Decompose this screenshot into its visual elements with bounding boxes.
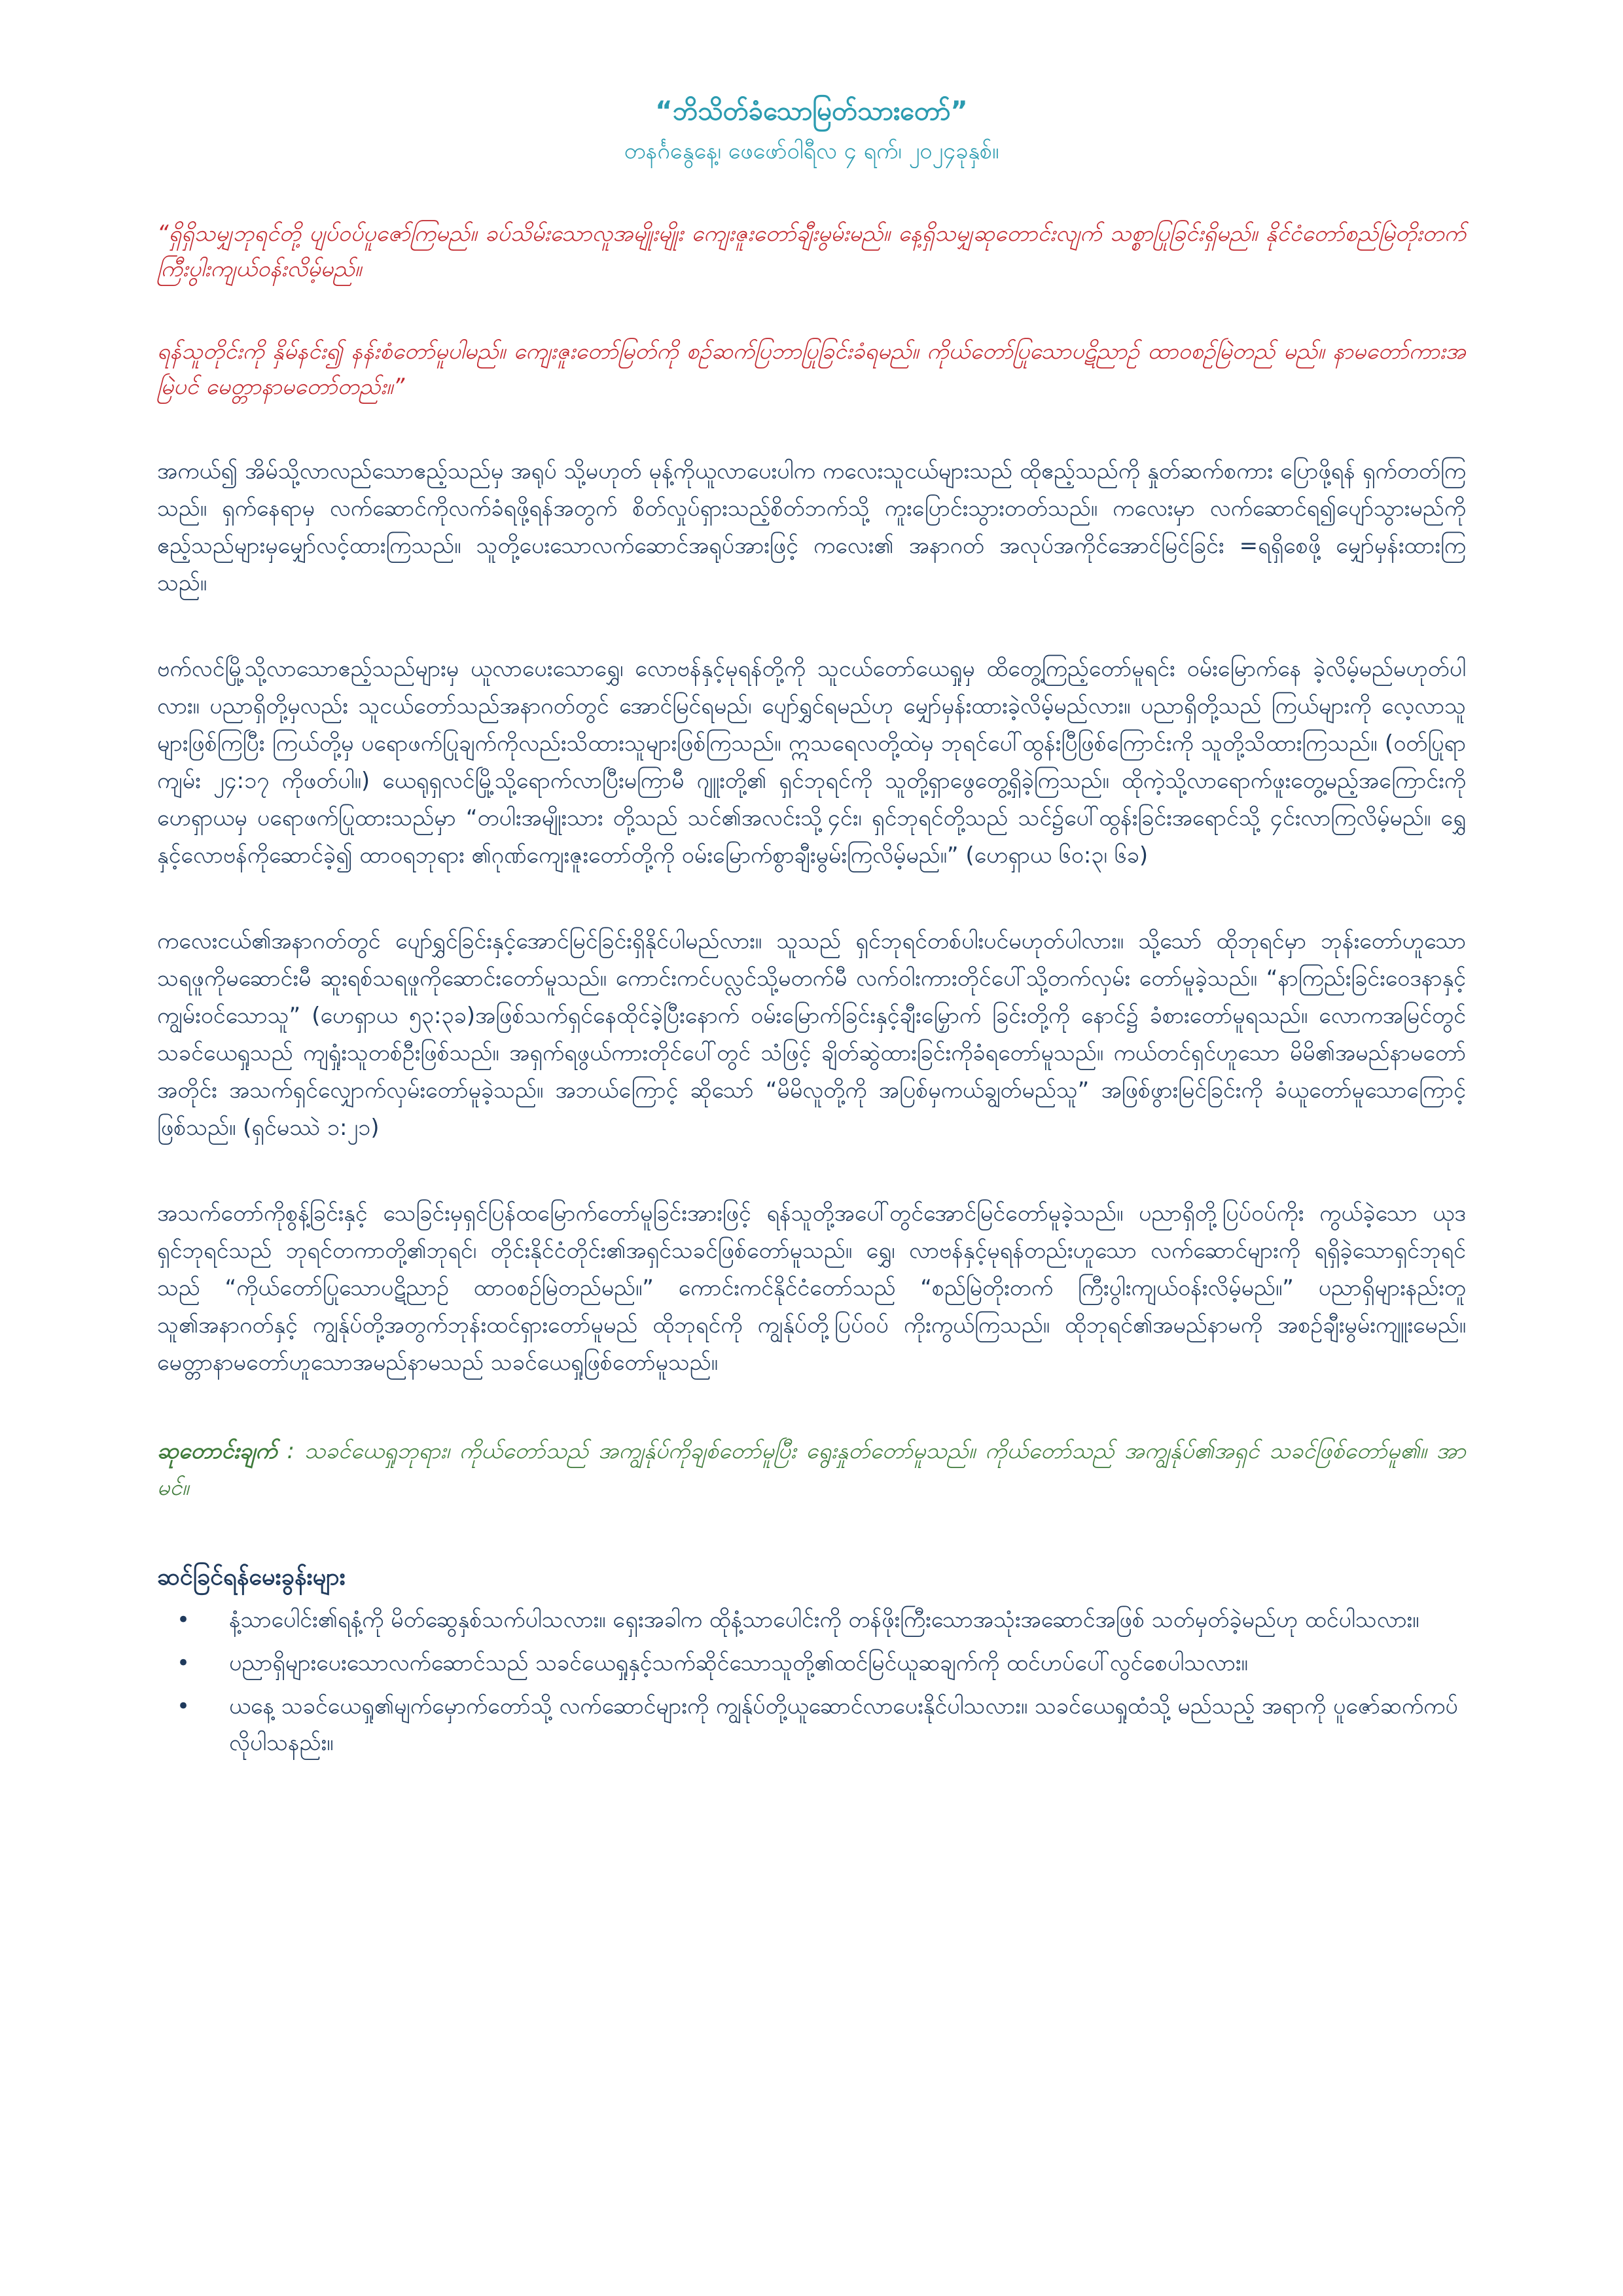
- prayer-block: [157, 1433, 1466, 1506]
- page-date: တနင်္ဂနွေနေ့၊ ဖေဖော်ဝါရီလ ၄ ရက်၊ ၂၀၂၄ခုနှစ်။: [624, 138, 999, 164]
- bullet-icon: •: [177, 1693, 190, 1719]
- bullet-icon: •: [177, 1607, 190, 1633]
- reflection-heading: ဆင်ခြင်ရန်မေးခွန်းများ: [157, 1564, 346, 1590]
- prayer-label: ဆုတောင်းချက်: [157, 1438, 277, 1464]
- reflection-question: နံ့သာပေါင်း၏ရနံ့ကို မိတ်ဆွေနှစ်သက်ပါသလား။ ရှေးအခါက ထိုနံ့သာပေါင်းကို တန်ဖိုးကြီးသောအသုံးအဆောင်အဖြစ် သတ်မှတ်ခဲ့မည်ဟု ထင်ပါသလား။: [229, 1607, 1419, 1633]
- page-title: “ဘိသိတ်ခံသောမြတ်သားတော်”: [655, 96, 968, 126]
- scripture-quote-part2: ရန်သူတိုင်းကို နှိမ်နင်း၍ နန်းစံတော်မူပါမည်။ ကျေးဇူးတော်မြတ်ကို စဉ်ဆက်ပြဘာပြုခြင်းခံရမည်။ ကိုယ်တော်ပြုသောပဋိညာဉ် ထာဝစဉ်မြဲတည် မည်။ နာမတော်ကားအမြဲပင် မေတ္တာနာမတော်တည်း။”: [157, 338, 1466, 400]
- body-paragraph: ဗက်လင်မြို့သို့လာသောဧည့်သည်များမှ ယူလာပေးသောရွှေ၊ လောဗန်နှင့်မုရန်တို့ကို သူငယ်တော်ယေရှုမှ ထိတွေ့ကြည့်တော်မူရင်း ဝမ်းမြောက်နေ ခဲ့လိမ့်မည်မဟုတ်ပါလား။ ပညာရှိတို့မှလည်း သူငယ်တော်သည်အနာဂတ်တွင် အောင်မြင်ရမည်၊ ပျော်ရွှင်ရမည်ဟု မျှော်မှန်းထားခဲ့လိမ့်မည်လား။ ပညာရှိတို့သည် ကြယ်များကို လေ့လာသူများဖြစ်ကြပြီး ကြယ်တို့မှ ပရောဖက်ပြုချက်ကိုလည်းသိထားသူများဖြစ်ကြသည်။ ဣသရေလတို့ထဲမှ ဘုရင်ပေါ်ထွန်းပြီဖြစ်ကြောင်းကို သူတို့သိထားကြသည်။ (ဝတ်ပြုရာကျမ်း ၂၄:၁၇ ကိုဖတ်ပါ။) ယေရုရှလင်မြို့သို့ရောက်လာပြီးမကြာမီ ဂျူးတို့၏ ရှင်ဘုရင်ကို သူတို့ရှာဖွေတွေ့ရှိခဲ့ကြသည်။ ထိုကဲ့သို့လာရောက်ဖူးတွေ့မည့်အကြောင်းကို ဟေရှာယမှ ပရောဖက်ပြုထားသည်မှာ “တပါးအမျိုးသား တို့သည် သင်၏အလင်းသို့၄င်း၊ ရှင်ဘုရင်တို့သည် သင်၌ပေါ်ထွန်းခြင်းအရောင်သို့ ၄င်းလာကြလိမ့်မည်။ ရွှေနှင့်လောဗန်ကိုဆောင်ခဲ့၍ ထာဝရဘုရား ၏ဂုဏ်ကျေးဇူးတော်တို့ကို ဝမ်းမြောက်စွာချီးမွမ်းကြလိမ့်မည်။” (ဟေရှာယ ၆၀:၃၊ ၆ခ): [157, 656, 1466, 869]
- prayer-text: သခင်ယေရှုဘုရား၊ ကိုယ်တော်သည် အကျွန်ုပ်ကိုချစ်တော်မူပြီး ရွေးနှုတ်တော်မူသည်။ ကိုယ်တော်သည် အကျွန်ုပ်၏အရှင် သခင်ဖြစ်တော်မူ၏။ အာမင်။: [157, 1438, 1466, 1501]
- reflection-question: ယနေ့ သခင်ယေရှု၏မျက်မှောက်တော်သို့ လက်ဆောင်များကို ကျွန်ုပ်တို့ယူဆောင်လာပေးနိုင်ပါသလား။ သခင်ယေရှုထံသို့ မည်သည့် အရာကို ပူဇော်ဆက်ကပ်လိုပါသနည်း။: [229, 1693, 1458, 1756]
- bullet-icon: •: [177, 1650, 190, 1676]
- body-paragraph: အသက်တော်ကိုစွန့်ခြင်းနှင့် သေခြင်းမှရှင်ပြန်ထမြောက်တော်မူခြင်းအားဖြင့် ရန်သူတို့အပေါ်တွင်အောင်မြင်တော်မူခဲ့သည်။ ပညာရှိတို့ပြပ်ဝပ်ကိုး ကွယ်ခဲ့သော ယုဒရှင်ဘုရင်သည် ဘုရင်တကာတို့၏ဘုရင်၊ တိုင်းနိုင်ငံတိုင်း၏အရှင်သခင်ဖြစ်တော်မူသည်။ ရွှေ၊ လာဗန်နှင့်မုရန်တည်းဟူသော လက်ဆောင်များကို ရရှိခဲ့သောရှင်ဘုရင်သည် “ကိုယ်တော်ပြုသောပဋိညာဉ် ထာဝစဉ်မြဲတည်မည်။” ကောင်းကင်နိုင်ငံတော်သည် “စည်မြဲတိုးတက် ကြီးပွါးကျယ်ဝန်းလိမ့်မည်။” ပညာရှိများနည်းတူ သူ၏အနာဂတ်နှင့် ကျွန်ုပ်တို့အတွက်ဘုန်းထင်ရှားတော်မူမည် ထိုဘုရင်ကို ကျွန်ုပ်တို့ပြပ်ဝပ် ကိုးကွယ်ကြသည်။ ထိုဘုရင်၏အမည်နာမကို အစဉ်ချီးမွမ်းကျူးမေည်။ မေတ္တာနာမတော်ဟူသောအမည်နာမသည် သခင်ယေရှုဖြစ်တော်မူသည်။: [157, 1200, 1467, 1376]
- scripture-quote-part1: “ရှိရှိသမျှဘုရင်တို့ ပျပ်ဝပ်ပူဇော်ကြမည်။ ခပ်သိမ်းသောလူအမျိုးမျိုး ကျေးဇူးတော်ချီးမွမ်းမည်။ နေ့ရှိသမျှဆုတောင်းလျက် သစ္စာပြုခြင်းရှိမည်။ နိုင်ငံတော်စည်မြဲတိုးတက် ကြီးပွါးကျယ်ဝန်းလိမ့်မည်။: [157, 221, 1466, 282]
- body-paragraph: အကယ်၍ အိမ်သို့လာလည်သောဧည့်သည်မှ အရုပ် သို့မဟုတ် မုန့်ကိုယူလာပေးပါက ကလေးသူငယ်များသည် ထိုဧည့်သည်ကို နှုတ်ဆက်စကား ပြောဖို့ရန် ရှက်တတ်ကြသည်။ ရှက်နေရာမှ လက်ဆောင်ကိုလက်ခံရဖို့ရန်အတွက် စိတ်လှုပ်ရှားသည့်စိတ်ဘက်သို့ ကူးပြောင်းသွားတတ်သည်။ ကလေးမှာ လက်ဆောင်ရ၍ပျော်သွားမည်ကို ဧည့်သည်များမှမျှော်လင့်ထားကြသည်။ သူတို့ပေးသောလက်ဆောင်အရုပ်အားဖြင့် ကလေး၏ အနာဂတ် အလုပ်အကိုင်အောင်မြင်ခြင်း =ရရှိစေဖို့ မျှော်မှန်းထားကြသည်။: [157, 458, 1466, 596]
- list-item: [157, 1602, 1466, 1638]
- list-item: [157, 1645, 1466, 1681]
- reflection-question: ပညာရှိများပေးသောလက်ဆောင်သည် သခင်ယေရှုနှင့်သက်ဆိုင်သောသူတို့၏ထင်မြင်ယူဆချက်ကို ထင်ဟပ်ပေါ်လွင်စေပါသလား။: [229, 1650, 1248, 1676]
- reflection-list: [157, 1602, 1466, 1761]
- prayer-separator: :: [277, 1438, 304, 1464]
- body-paragraph: ကလေးငယ်၏အနာဂတ်တွင် ပျော်ရွှင်ခြင်းနှင့်အောင်မြင်ခြင်းရှိနိုင်ပါမည်လား။ သူသည် ရှင်ဘုရင်တစ်ပါးပင်မဟုတ်ပါလား။ သို့သော် ထိုဘုရင်မှာ ဘုန်းတော်ဟူသောသရဖူကိုမဆောင်းမီ ဆူးရစ်သရဖူကိုဆောင်းတော်မူသည်။ ကောင်းကင်ပလ္လင်သို့မတက်မီ လက်ဝါးကားတိုင်ပေါ်သို့တက်လှမ်း တော်မူခဲ့သည်။ “နာကြည်းခြင်းဝေဒနာနှင့်ကျွမ်းဝင်သောသူ” (ဟေရှာယ ၅၃:၃ခ)အဖြစ်သက်ရှင်နေထိုင်ခဲ့ပြီးနောက် ဝမ်းမြောက်ခြင်းနှင့်ချီးမြှောက် ခြင်းတို့ကို နောင်၌ ခံစားတော်မူရသည်။ လောကအမြင်တွင် သခင်ယေရှုသည် ကျရှုံးသူတစ်ဦးဖြစ်သည်။ အရှက်ရဖွယ်ကားတိုင်ပေါ်တွင် သံဖြင့် ချိတ်ဆွဲထားခြင်းကိုခံရတော်မူသည်။ ကယ်တင်ရှင်ဟူသော မိမိ၏အမည်နာမတော်အတိုင်း အသက်ရှင်လျှောက်လှမ်းတော်မူခဲ့သည်။ အဘယ်ကြောင့် ဆိုသော် “မိမိလူတို့ကို အပြစ်မှကယ်ချွတ်မည်သူ” အဖြစ်ဖွားမြင်ခြင်းကို ခံယူတော်မူသောကြောင့်ဖြစ်သည်။ (ရှင်မဿဲ ၁:၂၁): [157, 928, 1466, 1141]
- list-item: [157, 1688, 1466, 1761]
